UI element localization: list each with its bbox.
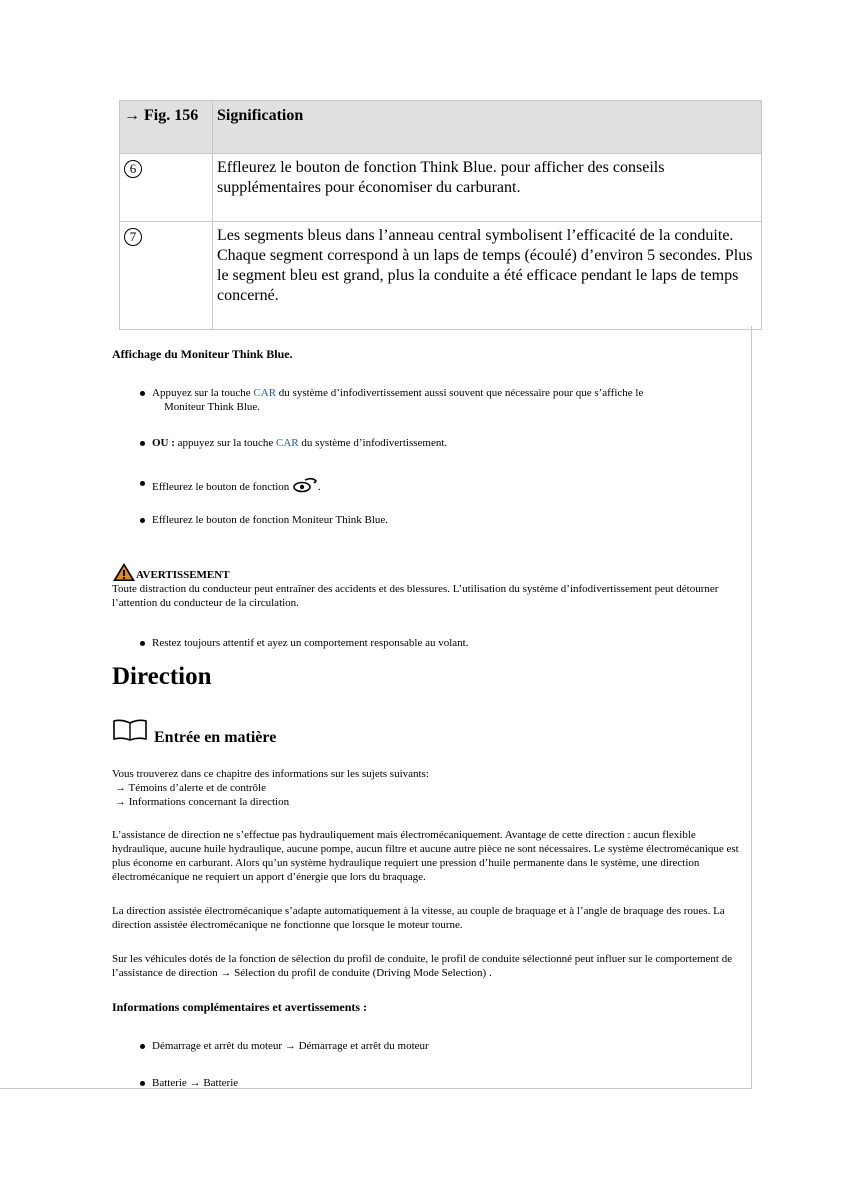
warning-icon bbox=[112, 562, 136, 582]
callout-number: 6 bbox=[124, 160, 142, 178]
warning-text: Toute distraction du conducteur peut entraîner des accidents et des blessures. L’utilisation du système d’infodivertissement peut détourner l’attention du conducteur de la circulation. bbox=[112, 583, 719, 609]
header-fig-ref: → Fig. 156 bbox=[120, 101, 213, 154]
direction-para-2: La direction assistée électromécanique s’adapte automatiquement à la vitesse, au couple de braquage et à l’angle de braquage des roues. La direction assistée électromécanique ne fonctionne que lorsque le moteur tourne. bbox=[112, 905, 725, 931]
affichage-list-or bbox=[112, 436, 742, 450]
intro-heading bbox=[112, 718, 742, 745]
list-item[interactable]: Démarrage et arrêt du moteur → Démarrage et arrêt du moteur bbox=[112, 1039, 742, 1053]
table-row bbox=[120, 154, 762, 222]
car-link[interactable]: CAR bbox=[253, 387, 277, 399]
car-link[interactable]: CAR bbox=[276, 437, 299, 449]
list-item: Appuyez sur la touche CAR du système d’infodivertissement aussi souvent que nécessaire pour que s’affiche le Moniteur Think Blue. bbox=[112, 386, 742, 414]
list-item: Restez toujours attentif et ayez un comportement responsable au volant. bbox=[112, 636, 742, 650]
affichage-title: Affichage du Moniteur Think Blue. bbox=[112, 347, 293, 361]
list-item: Effleurez le bouton de fonction . bbox=[112, 476, 742, 498]
info-heading: Informations complémentaires et avertissements : bbox=[112, 1000, 368, 1014]
list-item: Effleurez le bouton de fonction Moniteur Think Blue. bbox=[112, 513, 742, 527]
affichage-section bbox=[112, 347, 742, 361]
section-title: Direction bbox=[112, 663, 212, 690]
row-text: Effleurez le bouton de fonction Think Blue. pour afficher des conseils supplémentaires pour économiser du carburant. bbox=[213, 154, 762, 222]
affichage-list-monitor bbox=[112, 513, 742, 527]
direction-para-1: L’assistance de direction ne s’effectue pas hydrauliquement mais électromécaniquement. Avantage de cette direction : aucun flexible hydraulique, aucune huile hydraulique, aucune pompe, aucun filtre et aucune autre pièce ne sont nécessaires. Le système électromécanique est plus économe en carburant. Alors qu’un système hydraulique requiert une pression d’huile permanente dans le système, une direction électromécanique ne requiert un apport d’énergie que lors du braquage. bbox=[112, 829, 739, 883]
intro-block bbox=[112, 767, 742, 809]
row-text: Les segments bleus dans l’anneau central symbolisent l’efficacité de la conduite. Chaque segment correspond à un laps de temps (écoulé) d’environ 5 secondes. Plus le segment bleu est grand, plus la conduite a été efficace pendant le laps de temps concerné. bbox=[213, 222, 762, 330]
affichage-list-btn bbox=[112, 476, 742, 498]
list-item: OU : appuyez sur la touche CAR du système d’infodivertissement. bbox=[112, 436, 742, 450]
intro-link[interactable]: → Informations concernant la direction bbox=[115, 796, 290, 808]
direction-para-3: Sur les véhicules dotés de la fonction de sélection du profil de conduite, le profil de conduite sélectionné peut influer sur le comportement de l’assistance de direction → Sélection du profil de conduite (Driving Mode Selection) . bbox=[112, 953, 733, 979]
intro-title: Entrée en matière bbox=[154, 729, 277, 746]
table-row bbox=[120, 222, 762, 330]
warning-title: AVERTISSEMENT bbox=[136, 569, 230, 581]
warning-box bbox=[112, 562, 742, 610]
direction-section bbox=[112, 663, 742, 690]
list-item[interactable]: Batterie → Batterie bbox=[112, 1076, 742, 1090]
intro-link[interactable]: → Témoins d’alerte et de contrôle bbox=[115, 782, 266, 794]
affichage-list bbox=[112, 386, 742, 414]
intro-lead: Vous trouverez dans ce chapitre des informations sur les sujets suivants: bbox=[112, 768, 429, 780]
callout-number: 7 bbox=[124, 228, 142, 246]
info-list-2 bbox=[112, 1076, 742, 1090]
header-meaning: Signification bbox=[213, 101, 762, 154]
car-drive-icon bbox=[292, 476, 318, 498]
frame-right-line bbox=[751, 326, 752, 1088]
info-list bbox=[112, 1039, 742, 1053]
table-header-row bbox=[120, 101, 762, 154]
warning-list bbox=[112, 636, 742, 650]
book-icon bbox=[112, 718, 148, 745]
signification-table bbox=[119, 100, 762, 330]
